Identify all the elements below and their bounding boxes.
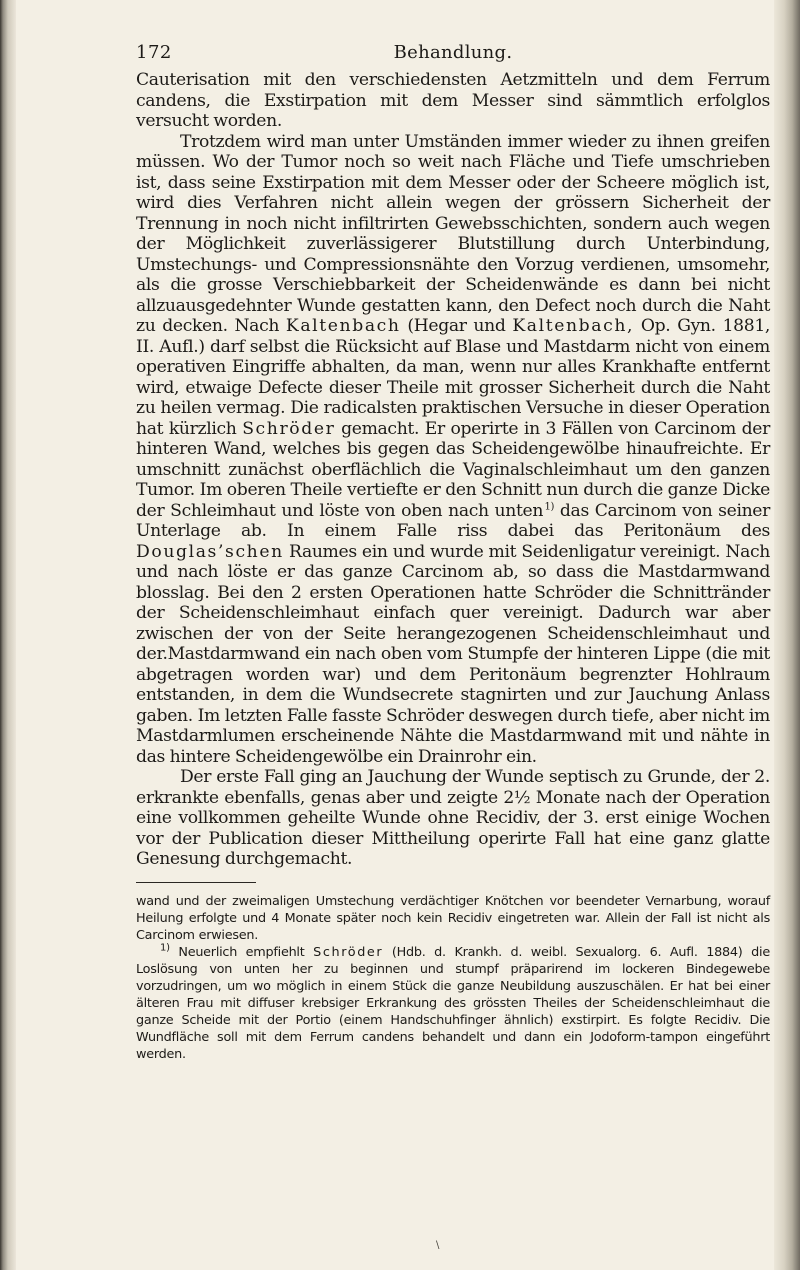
- author-name: Schröder: [313, 944, 384, 960]
- paragraph-2: Trotzdem wird man unter Umständen immer wieder zu ihnen greifen müssen. Wo der Tumor noch so weit nach Fläche und Tiefe umschrieben ist, dass seine Exstirpation mit dem Messer oder der Scheere möglich ist, wird dies Verfahren nicht allein wegen der grössern Sicherheit der Trennung in noch nicht infiltrirten Gewebsschichten, sondern auch wegen der Möglichkeit zuverlässigerer Blutstillung durch Unterbindung, Umstechungs- und Compressionsnähte den Vorzug verdienen, umsomehr, als die grosse Verschiebbarkeit der Scheidenwände es dann bei nicht allzuausgedehnter Wunde gestatten kann, den Defect noch durch die Naht zu decken. Nach Kaltenbach (Hegar und Kaltenbach, Op. Gyn. 1881, II. Aufl.) darf selbst die Rücksicht auf Blase und Mastdarm nicht von einem operativen Eingriffe abhalten, da man, wenn nur alles Krankhafte entfernt wird, etwaige Defecte dieser Theile mit grosser Sicherheit durch die Naht zu heilen vermag. Die radicalsten praktischen Versuche in dieser Operation hat kürzlich Schröder gemacht. Er operirte in 3 Fällen von Carcinom der hinteren Wand, welches bis gegen das Scheidengewölbe hinaufreichte. Er umschnitt zunächst oberflächlich die Vaginalschleimhaut um den ganzen Tumor. Im oberen Theile vertiefte er den Schnitt nun durch die ganze Dicke der Schleimhaut und löste von oben nach unten $^{1)}$ das Carcinom von seiner Unterlage ab. In einem Falle riss dabei das Peritonäum des Douglas’schen Raumes ein und wurde mit Seidenligatur vereinigt. Nach und nach löste er das ganze Carcinom ab, so dass die Mastdarmwand blosslag. Bei den 2 ersten Operationen hatte Schröder die Schnittränder der Scheidenschleimhaut einfach quer vereinigt. Dadurch war aber zwischen der von der Seite herangezogenen Scheidenschleimhaut und der.Mastdarmwand ein nach oben vom Stumpfe der hinteren Lippe (die mit abgetragen worden war) und dem Peritonäum begrenzter Hohlraum entstanden, in dem die Wundsecrete stagnirten und zur Jauchung Anlass gaben. Im letzten Falle fasste Schröder deswegen durch tiefe, aber nicht im Mastdarmlumen erscheinende Nähte die Mastdarmwand mit und nähte in das hintere Scheidengewölbe ein Drainrohr ein.: [136, 131, 771, 767]
- footnote-1-marker: 1): [160, 942, 170, 954]
- author-name: Kaltenbach,: [512, 316, 635, 336]
- footnotes: [136, 893, 770, 1063]
- footnote-marker: 1): [544, 500, 555, 512]
- footnote-1: $^{1)}$ Neuerlich empfiehlt Schröder (Hdb. d. Krankh. d. weibl. Sexualorg. 6. Aufl. 1884) die Loslösung von unten her zu beginnen und stumpf präparirend im lockeren Bindegewebe vorzudringen, um wo möglich in einem Stück die ganze Neubildung auszuschälen. Er hat bei einer älteren Frau mit diffuser krebsiger Erkrankung des grössten Theiles der Scheidenschleimhaut die ganze Scheide mit der Portio (einem Handschuhfinger ähnlich) exstirpirt. Es folgte Recidiv. Die Wundfläche soll mit dem Ferrum candens behandelt und dann ein Jodoform-tampon eingeführt werden.: [136, 942, 770, 1062]
- author-name: Douglas’schen: [136, 541, 284, 562]
- author-name: Kaltenbach: [285, 316, 401, 336]
- page-number: 172: [136, 42, 172, 63]
- left-binding-edge: [0, 0, 16, 1270]
- paragraph-1: Cauterisation mit den verschiedensten Aetzmitteln und dem Ferrum candens, die Exstirpation mit dem Messer sind sämmtlich erfolglos versucht worden.: [136, 70, 770, 131]
- page-content: [136, 0, 770, 1063]
- paragraph-3: Der erste Fall ging an Jauchung der Wunde septisch zu Grunde, der 2. erkrankte ebenfalls, genas aber und zeigte 2½ Monate nach der Operation eine vollkommen geheilte Wunde ohne Recidiv, der 3. erst einige Wochen vor der Publication dieser Mittheilung operirte Fall hat eine ganz glatte Genesung durchgemacht.: [136, 767, 770, 869]
- body-text: [136, 70, 770, 870]
- footnote-continuation: wand und der zweimaligen Umstechung verdächtiger Knötchen vor beendeter Vernarbung, worauf Heilung erfolgte und 4 Monate später noch kein Recidiv eingetreten war. Allein der Fall ist nicht als Carcinom erwiesen.: [136, 893, 770, 943]
- bottom-mark: \: [436, 1240, 440, 1251]
- running-head: [136, 0, 770, 70]
- footnote-rule: [136, 882, 256, 883]
- right-page-edge: [774, 0, 800, 1270]
- author-name: Schröder: [242, 418, 336, 439]
- running-title: Behandlung.: [393, 42, 513, 63]
